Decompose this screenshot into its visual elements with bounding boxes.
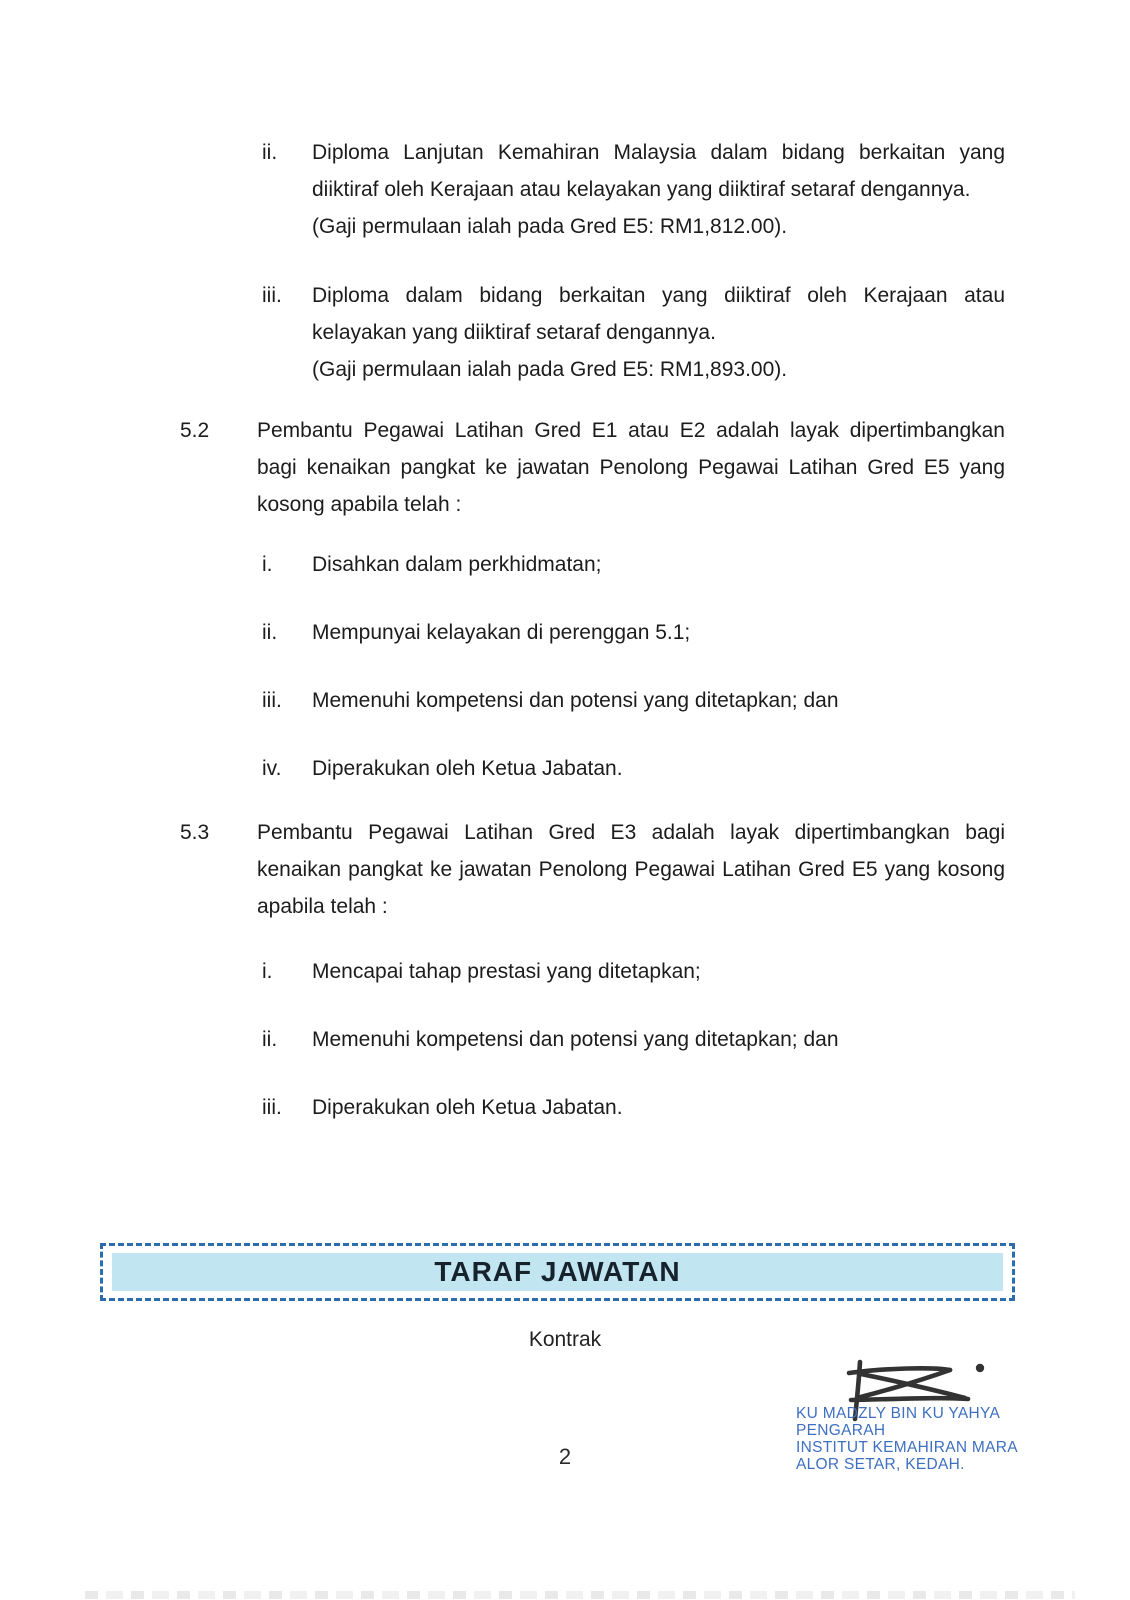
list-item [262, 277, 1005, 388]
signatory-title: PENGARAH [796, 1422, 886, 1439]
list-item-text: Diperakukan oleh Ketua Jabatan. [312, 757, 623, 780]
list-item [262, 682, 1005, 719]
list-item [262, 546, 1005, 583]
section-heading-5-2 [180, 412, 1005, 523]
list-item-text: Diperakukan oleh Ketua Jabatan. [312, 1096, 623, 1119]
list-item [262, 1021, 1005, 1058]
list-item [262, 1089, 1005, 1126]
list-marker: iv. [262, 757, 282, 780]
list-item [262, 953, 1005, 990]
list-item [262, 750, 1005, 787]
section-text: Pembantu Pegawai Latihan Gred E3 adalah layak dipertimbangkan bagi kenaikan pangkat ke jawatan Penolong Pegawai Latihan Gred E5 yang kosong apabila telah : [257, 821, 1005, 918]
list-item-text: Mencapai tahap prestasi yang ditetapkan; [312, 960, 701, 983]
salary-note: (Gaji permulaan ialah pada Gred E5: RM1,812.00). [312, 215, 788, 238]
page-number: 2 [558, 1444, 572, 1469]
list-item-text: Diploma dalam bidang berkaitan yang diiktiraf oleh Kerajaan atau kelayakan yang diiktiraf setaraf dengannya. [312, 284, 1005, 344]
salary-note: (Gaji permulaan ialah pada Gred E5: RM1,893.00). [312, 358, 788, 381]
signatory-organization: INSTITUT KEMAHIRAN MARA [796, 1439, 1018, 1456]
section-number: 5.3 [180, 821, 210, 844]
list-item [262, 134, 1005, 245]
list-item-text: Disahkan dalam perkhidmatan; [312, 553, 602, 576]
list-marker: ii. [262, 141, 278, 164]
list-marker: iii. [262, 1096, 282, 1119]
list-item-text: Mempunyai kelayakan di perenggan 5.1; [312, 621, 691, 644]
list-marker: iii. [262, 689, 282, 712]
signatory-name: KU MADZLY BIN KU YAHYA [796, 1405, 1001, 1422]
status-label: Kontrak [528, 1328, 602, 1351]
cut-off-text-strip [85, 1591, 1075, 1599]
section-text: Pembantu Pegawai Latihan Gred E1 atau E2 adalah layak dipertimbangkan bagi kenaikan pangkat ke jawatan Penolong Pegawai Latihan Gred E5 yang kosong apabila telah : [257, 419, 1005, 516]
list-marker: i. [262, 553, 273, 576]
banner-title: TARAF JAWATAN [112, 1253, 1003, 1291]
list-marker: ii. [262, 621, 278, 644]
list-item-text: Diploma Lanjutan Kemahiran Malaysia dalam bidang berkaitan yang diiktiraf oleh Kerajaan atau kelayakan yang diiktiraf setaraf dengannya. [312, 141, 1005, 201]
list-marker: ii. [262, 1028, 278, 1051]
signature-dot [976, 1364, 984, 1372]
list-item-text: Memenuhi kompetensi dan potensi yang ditetapkan; dan [312, 689, 839, 712]
section-banner [100, 1243, 1015, 1301]
list-item-text: Memenuhi kompetensi dan potensi yang ditetapkan; dan [312, 1028, 839, 1051]
list-item [262, 614, 1005, 651]
section-heading-5-3 [180, 814, 1005, 925]
list-marker: i. [262, 960, 273, 983]
list-marker: iii. [262, 284, 282, 307]
signatory-location: ALOR SETAR, KEDAH. [796, 1456, 965, 1473]
section-number: 5.2 [180, 419, 210, 442]
